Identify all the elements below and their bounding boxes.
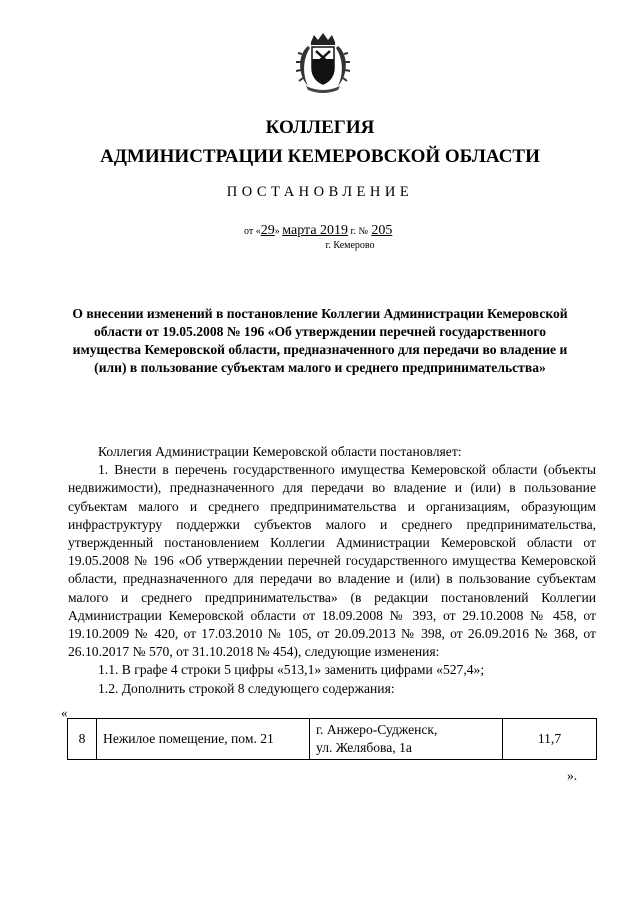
body-paragraph-2: 1. Внести в перечень государственного имущества Кемеровской области (объекты недвижимости), предназначенного для передачи во владение и (или) в пользование субъектам малого и среднего предпринимательства и организациям, образующим инфраструктуру поддержки субъектов малого и среднего предпринимательства, утвержденный постановлением Коллегии Администрации Кемеровской области от 19.05.2008 № 196 «Об утверждении перечней государственного имущества Кемеровской области, предназначенного для передачи во владение и (или) в пользование субъектам малого и среднего предпринимательства» (в редакции постановлений Коллегии Администрации Кемеровской области от 18.09.2008 № 393, от 29.10.2008 № 458, от 19.10.2009 № 420, от 17.03.2010 № 105, от 20.09.2013 № 398, от 26.09.2016 № 368, от 26.10.2017 № 570, от 31.10.2018 № 454), следующие изменения: xyxy=(68,462,596,660)
document-number: 205 xyxy=(371,223,393,238)
property-table xyxy=(67,718,597,760)
opening-quote: « xyxy=(61,705,68,720)
document-type: ПОСТАНОВЛЕНИЕ xyxy=(226,184,414,200)
property-name-cell: Нежилое помещение, пом. 21 xyxy=(97,719,310,760)
body-paragraph-1: Коллегия Администрации Кемеровской области постановляет: xyxy=(98,444,462,459)
address-line-1: г. Анжеро-Судженск, xyxy=(316,722,438,737)
city-name: г. Кемерово xyxy=(325,240,375,251)
address-cell xyxy=(310,719,503,760)
address-line-2: ул. Желябова, 1а xyxy=(316,740,412,755)
body-paragraph-3: 1.1. В графе 4 строки 5 цифры «513,1» заменить цифрами «527,4»; xyxy=(98,662,485,678)
date-day: 29 xyxy=(260,223,275,238)
date-prefix: от « xyxy=(244,226,261,237)
date-line xyxy=(244,222,392,239)
body-paragraph-4: 1.2. Дополнить строкой 8 следующего содержания: xyxy=(98,680,395,696)
coat-of-arms-emblem xyxy=(294,32,352,94)
document-title: О внесении изменений в постановление Коллегии Администрации Кемеровской области от 19.05.2008 № 196 «Об утверждении перечней государственного имущества Кемеровской области, предназначенного для передачи во владение и (или) в пользование субъектам малого и среднего предпринимательства» xyxy=(72,306,568,375)
document-body xyxy=(68,443,596,698)
date-year-suffix: г. № xyxy=(348,226,369,237)
date-mid: » xyxy=(274,226,283,237)
org-title-line1: КОЛЛЕГИЯ xyxy=(265,117,375,138)
closing-quote: ». xyxy=(567,768,578,783)
org-title-line2: АДМИНИСТРАЦИИ КЕМЕРОВСКОЙ ОБЛАСТИ xyxy=(100,146,540,167)
table-row xyxy=(68,719,597,760)
area-cell: 11,7 xyxy=(503,719,597,760)
date-month-year: марта 2019 xyxy=(282,223,349,238)
row-number-cell: 8 xyxy=(68,719,97,760)
